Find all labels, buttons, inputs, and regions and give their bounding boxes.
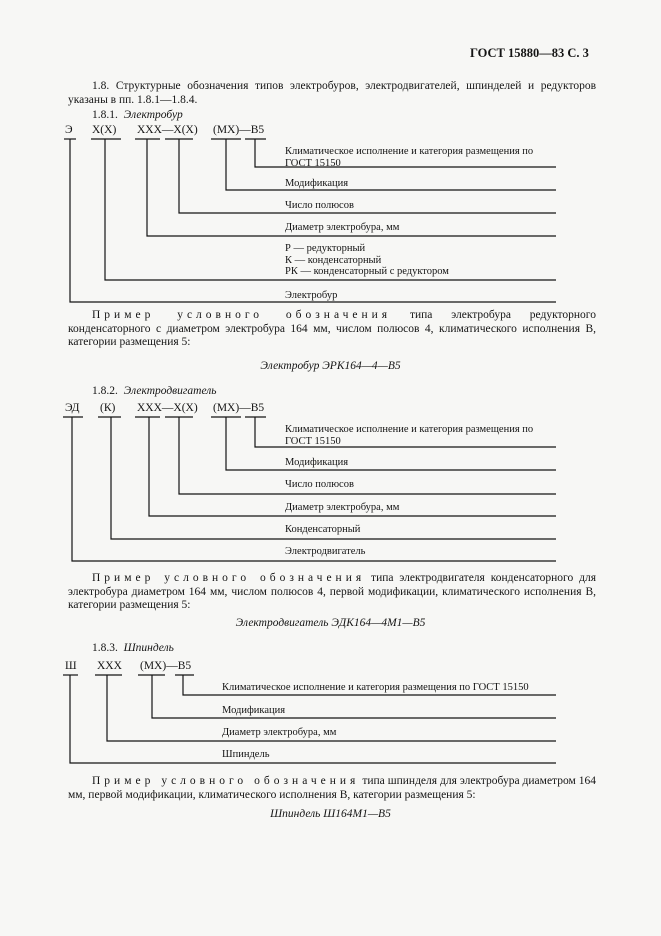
s3-label-spindle: Шпиндель bbox=[222, 749, 270, 760]
s3-code-prefix: Ш bbox=[65, 660, 77, 672]
s2-example-lead: Пример условного обозначения bbox=[92, 572, 366, 584]
s1-label-type-variants: Р — редукторный К — конденсаторный РК — конденсаторный с редуктором bbox=[285, 243, 449, 277]
s3-label-modification: Модификация bbox=[222, 705, 286, 716]
s1-code-type: Х(Х) bbox=[92, 124, 117, 136]
s2-label-modification: Модификация bbox=[285, 457, 349, 468]
s1-code-mod-climate: (МХ)—В5 bbox=[213, 124, 265, 136]
s2-label-electromotor: Электродвигатель bbox=[285, 546, 366, 557]
section-3-title: Шпиндель bbox=[123, 642, 174, 654]
s2-example-text: типа электродвигателя конденсаторного для электробура диаметром 164 мм, числом полюсов 4, первой модификации, климатического исполнения В, категории размещения 5: bbox=[68, 572, 596, 611]
section-2-number: 1.8.2. bbox=[92, 385, 118, 397]
s3-leader-lines bbox=[63, 675, 556, 763]
s1-label-climate: Климатическое исполнение и категория размещения по ГОСТ 15150 bbox=[285, 146, 534, 169]
s2-label-climate: Климатическое исполнение и категория размещения по ГОСТ 15150 bbox=[285, 424, 534, 447]
s2-label-capacitor: Конденсаторный bbox=[285, 524, 361, 535]
s1-example-lead: Пример условного обозначения bbox=[92, 309, 392, 321]
s2-label-diameter: Диаметр электробура, мм bbox=[285, 502, 400, 513]
s1-code-diameter-poles: ХХХ—Х(Х) bbox=[137, 124, 198, 136]
s2-example-designation: Электродвигатель ЭДК164—4М1—В5 bbox=[235, 617, 426, 629]
s1-label-diameter: Диаметр электробура, мм bbox=[285, 222, 400, 233]
s1-example-text: типа электробура редукторного конденсаторного с диаметром электробура 164 мм, числом полюсов 4, климатического исполнения В, категории размещения 5: bbox=[68, 309, 596, 348]
s3-label-climate: Климатическое исполнение и категория размещения по ГОСТ 15150 bbox=[222, 682, 529, 693]
intro-paragraph: 1.8. Структурные обозначения типов электробуров, электродвигателей, шпинделей и редукторов указаны в пп. 1.8.1—1.8.4. bbox=[68, 80, 596, 106]
s2-leader-lines bbox=[63, 417, 556, 561]
s1-label-electrobur: Электробур bbox=[285, 290, 338, 301]
section-2-title: Электродвигатель bbox=[123, 385, 217, 397]
s2-code-type: (К) bbox=[100, 402, 116, 414]
s1-example-designation: Электробур ЭРК164—4—В5 bbox=[260, 360, 401, 372]
section-1-title: Электробур bbox=[123, 109, 183, 121]
s2-code-mod-climate: (МХ)—В5 bbox=[213, 402, 265, 414]
s3-label-diameter: Диаметр электробура, мм bbox=[222, 727, 337, 738]
s1-leader-lines bbox=[64, 139, 556, 302]
s2-label-poles: Число полюсов bbox=[285, 479, 354, 490]
s3-code-diameter: ХХХ bbox=[97, 660, 122, 672]
s3-example-designation: Шпиндель Ш164М1—В5 bbox=[270, 808, 391, 820]
s3-example-text: типа шпинделя для электробура диаметром 164 мм, первой модификации, климатического исполнения В, категории размещения 5: bbox=[68, 775, 596, 801]
s2-code-diameter-poles: ХХХ—Х(Х) bbox=[137, 402, 198, 414]
s1-label-poles: Число полюсов bbox=[285, 200, 354, 211]
page-header: ГОСТ 15880—83 С. 3 bbox=[470, 46, 589, 60]
s1-label-modification: Модификация bbox=[285, 178, 349, 189]
s3-example-lead: Пример условного обозначения bbox=[92, 775, 360, 787]
s1-code-prefix: Э bbox=[65, 124, 73, 136]
s3-code-mod-climate: (МХ)—В5 bbox=[140, 660, 192, 672]
s2-code-prefix: ЭД bbox=[65, 402, 80, 414]
section-1-number: 1.8.1. bbox=[92, 109, 118, 121]
section-3-number: 1.8.3. bbox=[92, 642, 118, 654]
